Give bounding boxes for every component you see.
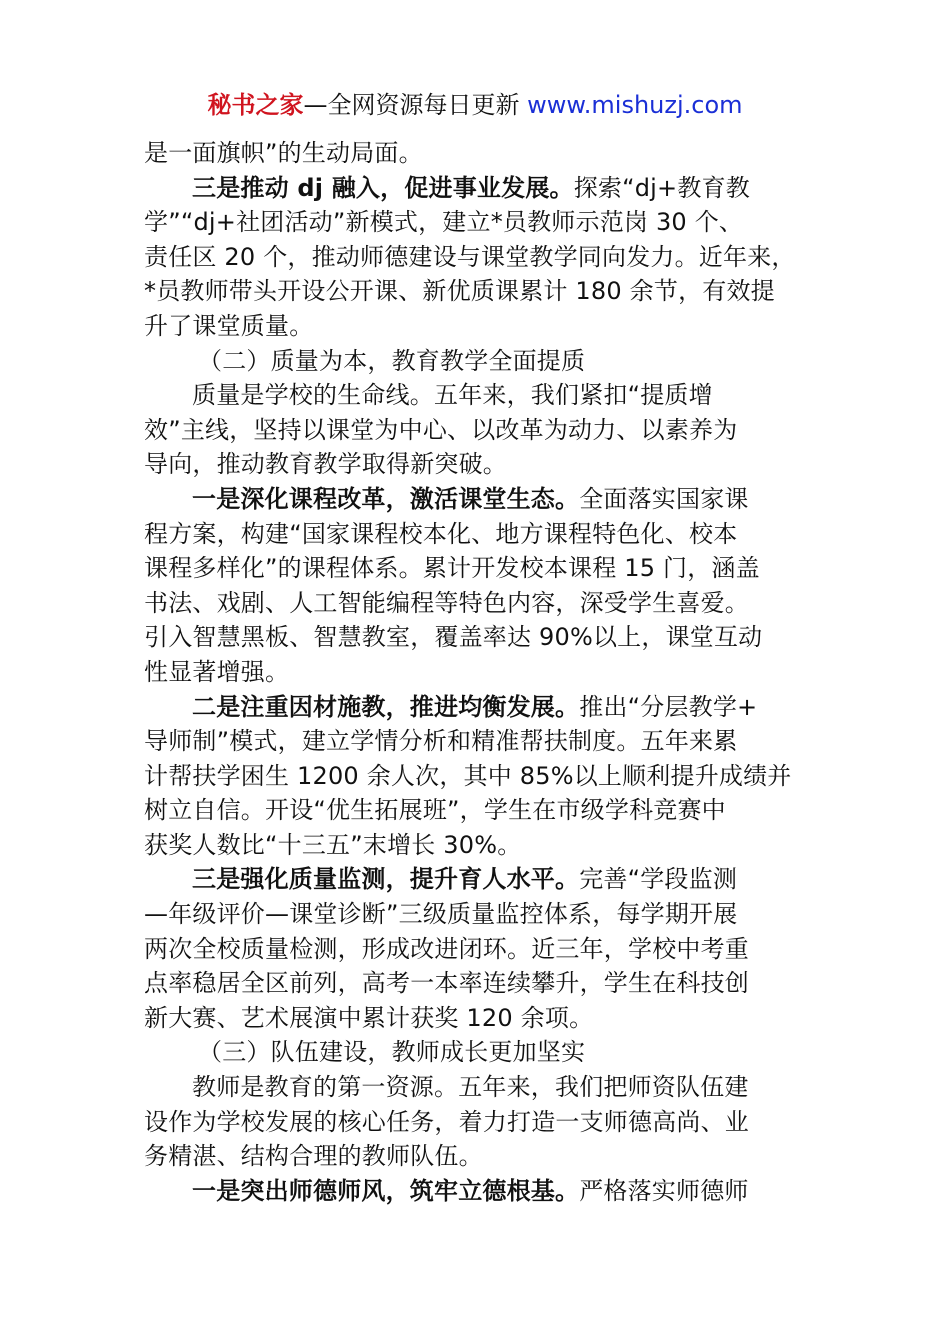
- section-heading: [144, 1035, 812, 1070]
- line-text: （三）队伍建设，教师成长更加坚实: [198, 1038, 586, 1067]
- line-text: 推出“分层教学+: [579, 692, 758, 721]
- text-line: [144, 724, 812, 759]
- text-line: [144, 1139, 812, 1174]
- text-line: [144, 447, 812, 482]
- line-text: 务精湛、结构合理的教师队伍。: [144, 1142, 483, 1171]
- text-line: [144, 482, 812, 517]
- text-line: [144, 1001, 812, 1036]
- document-body: [144, 136, 812, 1208]
- text-line: [144, 274, 812, 309]
- text-line: [144, 862, 812, 897]
- line-text: —年级评价—课堂诊断”三级质量监控体系，每学期开展: [144, 900, 738, 929]
- section-heading: [144, 344, 812, 379]
- text-line: [144, 690, 812, 725]
- text-line: [144, 620, 812, 655]
- site-url[interactable]: www.mishuzj.com: [527, 91, 743, 119]
- line-text: 两次全校质量检测，形成改进闭环。近三年，学校中考重: [144, 934, 749, 963]
- text-line: [144, 828, 812, 863]
- line-text: 效”主线，坚持以课堂为中心、以改革为动力、以素养为: [144, 415, 738, 444]
- text-line: [144, 309, 812, 344]
- line-text: 获奖人数比“十三五”末增长 30%。: [144, 830, 522, 859]
- line-text: 责任区 20 个，推动师德建设与课堂教学同向发力。近年来，: [144, 242, 796, 271]
- text-line: [144, 1174, 812, 1209]
- bold-lead: 一是深化课程改革，激活课堂生态。: [192, 484, 580, 513]
- text-line: [144, 205, 812, 240]
- line-text: 程方案，构建“国家课程校本化、地方课程特色化、校本: [144, 519, 738, 548]
- line-text: 点率稳居全区前列，高考一本率连续攀升，学生在科技创: [144, 969, 749, 998]
- text-line: [144, 655, 812, 690]
- text-line: [144, 586, 812, 621]
- text-line: [144, 413, 812, 448]
- text-line: [144, 551, 812, 586]
- line-text: 全面落实国家课: [579, 484, 749, 513]
- bold-lead: 三是推动 dj 融入，促进事业发展。: [192, 173, 574, 202]
- line-text: 课程多样化”的课程体系。累计开发校本课程 15 门，涵盖: [144, 554, 760, 583]
- line-text: 导向，推动教育教学取得新突破。: [144, 450, 507, 479]
- line-text: 导师制”模式，建立学情分析和精准帮扶制度。五年来累: [144, 727, 738, 756]
- line-text: 教师是教育的第一资源。五年来，我们把师资队伍建: [192, 1073, 749, 1102]
- line-text: *员教师带头开设公开课、新优质课累计 180 余节，有效提: [144, 277, 775, 306]
- line-text: 是一面旗帜”的生动局面。: [144, 139, 423, 167]
- bold-lead: 一是突出师德师风，筑牢立德根基。: [192, 1176, 580, 1205]
- page-header: [0, 88, 950, 122]
- line-text: 严格落实师德师: [579, 1176, 749, 1205]
- text-line: [144, 1105, 812, 1140]
- line-text: （二）质量为本，教育教学全面提质: [198, 346, 586, 375]
- text-line: [144, 517, 812, 552]
- line-text: 质量是学校的生命线。五年来，我们紧扣“提质增: [192, 381, 713, 410]
- text-line: [144, 897, 812, 932]
- header-tagline: —全网资源每日更新: [303, 91, 520, 119]
- bold-lead: 二是注重因材施教，推进均衡发展。: [192, 692, 580, 721]
- bold-lead: 三是强化质量监测，提升育人水平。: [192, 865, 580, 894]
- text-line: [144, 793, 812, 828]
- text-line: [144, 171, 812, 206]
- line-text: 树立自信。开设“优生拓展班”，学生在市级学科竞赛中: [144, 796, 726, 825]
- line-text: 新大赛、艺术展演中累计获奖 120 余项。: [144, 1003, 594, 1032]
- text-line: [144, 759, 812, 794]
- line-text: 计帮扶学困生 1200 余人次，其中 85%以上顺利提升成绩并: [144, 761, 792, 790]
- line-text: 升了课堂质量。: [144, 311, 314, 340]
- text-line: [144, 240, 812, 275]
- line-text: 性显著增强。: [144, 657, 290, 686]
- text-line: [144, 1070, 812, 1105]
- text-line: [144, 136, 812, 171]
- line-text: 完善“学段监测: [579, 865, 738, 894]
- text-line: [144, 966, 812, 1001]
- line-text: 设作为学校发展的核心任务，着力打造一支师德高尚、业: [144, 1107, 749, 1136]
- text-line: [144, 932, 812, 967]
- line-text: 探索“dj+教育教: [573, 173, 750, 202]
- line-text: 学”“dj+社团活动”新模式，建立*员教师示范岗 30 个、: [144, 208, 744, 237]
- text-line: [144, 378, 812, 413]
- line-text: 书法、戏剧、人工智能编程等特色内容，深受学生喜爱。: [144, 588, 749, 617]
- brand-name: 秘书之家: [207, 91, 304, 119]
- line-text: 引入智慧黑板、智慧教室，覆盖率达 90%以上，课堂互动: [144, 623, 763, 652]
